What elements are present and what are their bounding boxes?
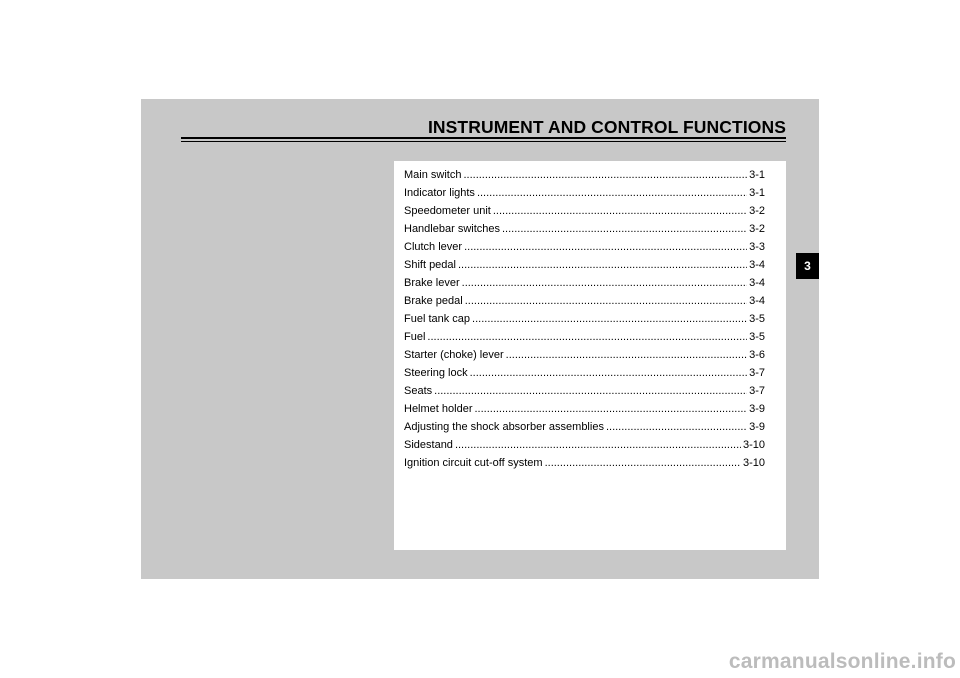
toc-entry-label: Speedometer unit [404,205,491,217]
toc-entry[interactable] [404,349,765,367]
toc-entry-label: Steering lock [404,367,468,379]
toc-entry-label: Seats [404,385,433,397]
toc-entry-page: 3-4 [749,259,765,271]
toc-dot-leader [470,367,748,379]
toc-entry-page: 3-6 [749,349,765,361]
toc-entry-label: Main switch [404,169,462,181]
toc-entry[interactable] [404,385,765,403]
toc-dot-leader [477,187,747,199]
toc-entry[interactable] [404,295,765,313]
toc-entry[interactable] [404,313,765,331]
watermark: carmanualsonline.info [728,650,956,673]
toc-entry-page: 3-5 [749,331,765,343]
toc-entry-page: 3-7 [749,385,765,397]
toc-dot-leader [472,313,747,325]
toc-dot-leader [465,295,747,307]
toc-entry-page: 3-2 [749,205,765,217]
toc-entry[interactable] [404,187,765,205]
title-rule-thin [181,141,786,142]
toc-entry-page: 3-9 [749,403,765,415]
toc-entry-page: 3-10 [742,439,765,451]
toc-dot-leader [606,421,747,433]
toc-entry-page: 3-4 [749,277,765,289]
toc-entry[interactable] [404,259,765,277]
toc-entry-page: 3-1 [749,187,765,199]
toc-entry[interactable] [404,421,765,439]
toc-entry[interactable] [404,331,765,349]
toc-entry[interactable] [404,169,765,187]
toc-entry[interactable] [404,277,765,295]
toc-entry-page: 3-1 [749,169,765,181]
toc-entry-label: Fuel [404,331,426,343]
toc-dot-leader [427,331,747,343]
toc-dot-leader [462,277,747,289]
title-rule-thick [181,137,786,139]
toc-entry[interactable] [404,457,765,475]
toc-dot-leader [474,403,747,415]
toc-entry-label: Starter (choke) lever [404,349,504,361]
chapter-tab[interactable]: 3 [796,253,819,279]
toc-entry-label: Brake pedal [404,295,463,307]
toc-dot-leader [455,439,741,451]
toc-entry-label: Shift pedal [404,259,456,271]
toc-dot-leader [506,349,747,361]
toc-dot-leader [545,457,741,469]
chapter-title: INSTRUMENT AND CONTROL FUNCTIONS [427,117,786,137]
toc-entry-label: Brake lever [404,277,460,289]
toc-entry-label: Ignition circuit cut-off system [404,457,543,469]
toc-dot-leader [464,241,747,253]
toc-entry[interactable] [404,241,765,259]
toc-entry[interactable] [404,223,765,241]
toc-entry-page: 3-7 [749,367,765,379]
toc-dot-leader [502,223,747,235]
toc-dot-leader [493,205,747,217]
toc-entry-label: Fuel tank cap [404,313,471,325]
toc-entry-label: Handlebar switches [404,223,500,235]
toc-list [404,169,765,475]
toc-entry-label: Helmet holder [404,403,473,415]
toc-entry-page: 3-10 [742,457,765,469]
manual-page [141,99,819,579]
toc-entry-page: 3-5 [749,313,765,325]
toc-entry-page: 3-3 [749,241,765,253]
toc-entry[interactable] [404,439,765,457]
toc-dot-leader [434,385,747,397]
toc-entry-label: Sidestand [404,439,453,451]
toc-entry-label: Adjusting the shock absorber assemblies [404,421,604,433]
toc-entry[interactable] [404,205,765,223]
toc-entry-page: 3-9 [749,421,765,433]
toc-entry[interactable] [404,403,765,421]
toc-dot-leader [463,169,747,181]
toc-entry-label: Indicator lights [404,187,475,199]
toc-entry[interactable] [404,367,765,385]
toc-entry-label: Clutch lever [404,241,463,253]
toc-dot-leader [458,259,747,271]
table-of-contents [394,161,786,550]
toc-entry-page: 3-2 [749,223,765,235]
toc-entry-page: 3-4 [749,295,765,307]
